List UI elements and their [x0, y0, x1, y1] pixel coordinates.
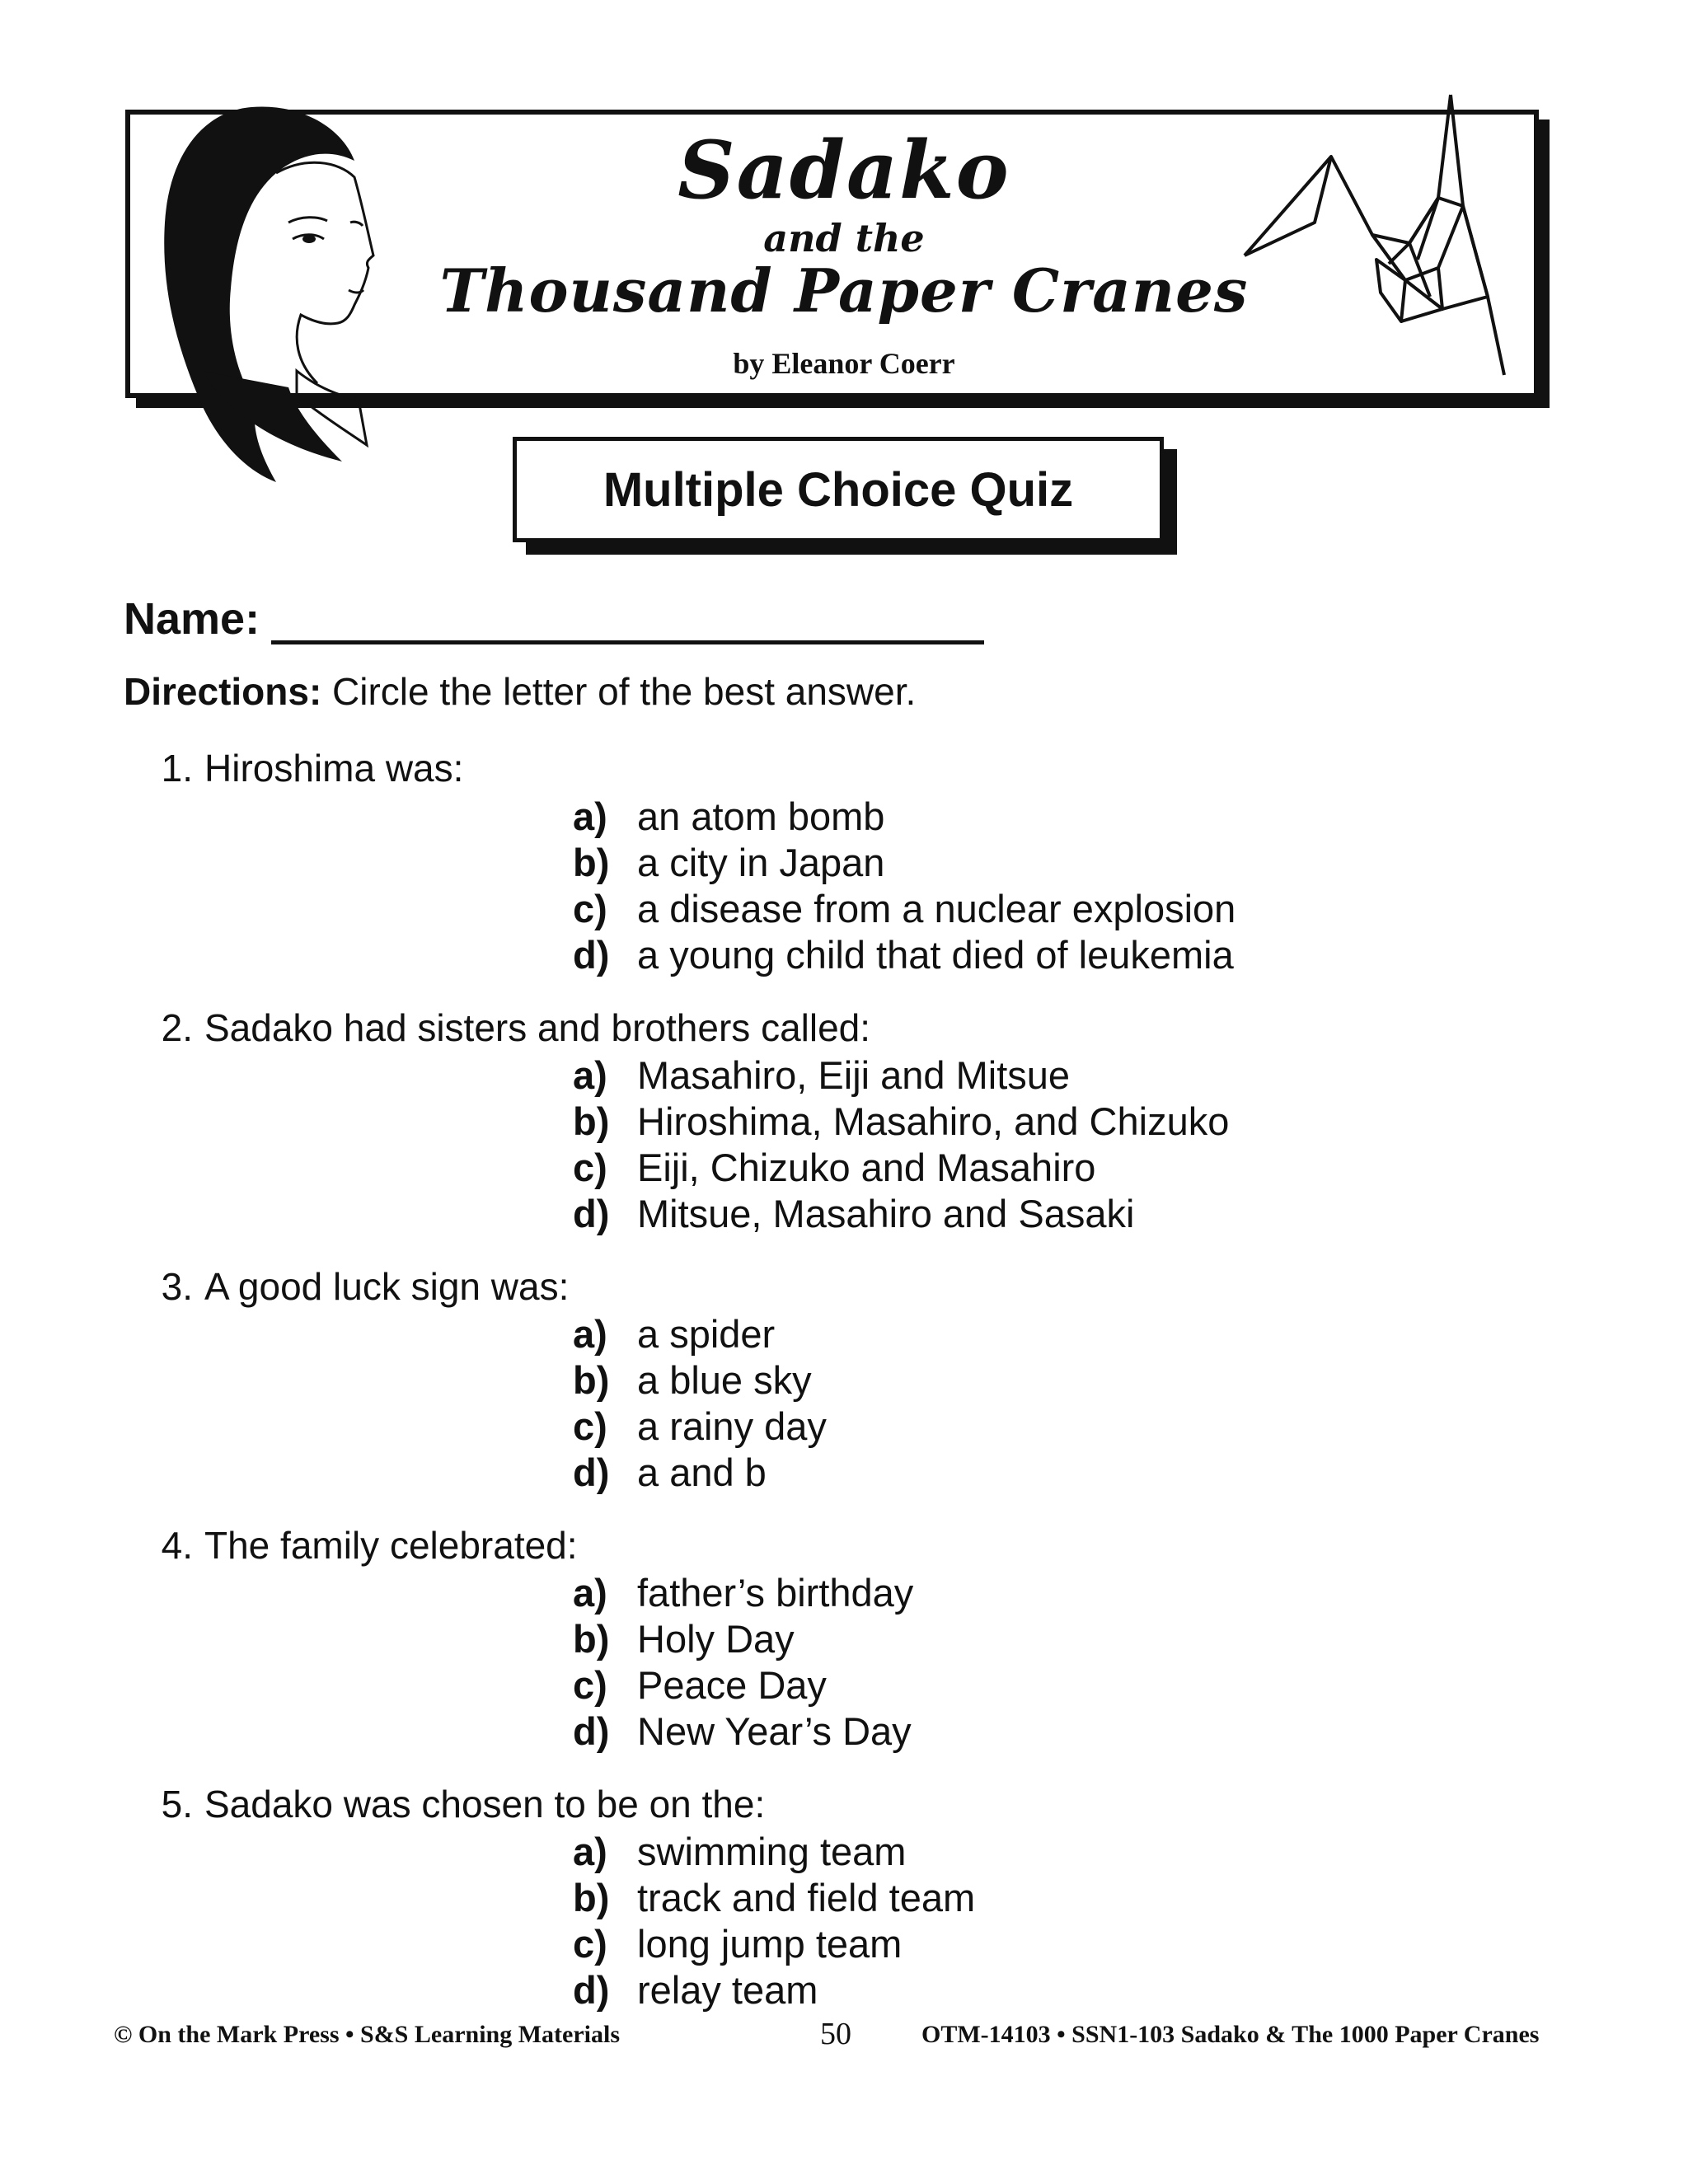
option-letter[interactable]: b): [573, 1876, 610, 1919]
option-1b[interactable]: [573, 840, 884, 885]
option-2d[interactable]: [573, 1191, 1134, 1236]
title-and-the: and the: [763, 216, 925, 260]
question-text: Hiroshima was:: [204, 747, 464, 790]
option-text: New Year’s Day: [637, 1709, 912, 1753]
option-letter[interactable]: c): [573, 1922, 607, 1966]
question-2: [132, 1005, 870, 1050]
option-letter[interactable]: a): [573, 794, 607, 838]
option-letter[interactable]: d): [573, 1451, 610, 1494]
option-4d[interactable]: [573, 1708, 912, 1754]
option-text: track and field team: [637, 1876, 976, 1919]
name-blank-line[interactable]: [271, 589, 984, 644]
option-1a[interactable]: [573, 794, 884, 839]
option-letter[interactable]: d): [573, 1968, 610, 2012]
footer-product-code: OTM-14103 • SSN1-103 Sadako & The 1000 Paper Cranes: [921, 2021, 1540, 2048]
name-row: [124, 587, 984, 644]
question-number: 5.: [161, 1783, 193, 1825]
option-letter[interactable]: c): [573, 1663, 607, 1707]
option-text: a rainy day: [637, 1404, 827, 1448]
footer-copyright: © On the Mark Press • S&S Learning Materials: [114, 2021, 620, 2048]
option-letter[interactable]: b): [573, 1617, 610, 1661]
option-letter[interactable]: c): [573, 1404, 607, 1448]
directions-text: Circle the letter of the best answer.: [332, 670, 917, 713]
option-letter[interactable]: b): [573, 1099, 610, 1143]
option-letter[interactable]: d): [573, 933, 610, 977]
option-3d[interactable]: [573, 1450, 767, 1495]
option-2b[interactable]: [573, 1099, 1229, 1144]
question-number: 2.: [161, 1006, 193, 1049]
option-text: Hiroshima, Masahiro, and Chizuko: [637, 1099, 1230, 1143]
question-number: 3.: [161, 1265, 193, 1308]
quiz-label: Multiple Choice Quiz: [603, 462, 1074, 517]
option-letter[interactable]: c): [573, 887, 607, 930]
option-text: Masahiro, Eiji and Mitsue: [637, 1053, 1071, 1097]
page-number: 50: [820, 2017, 851, 2051]
option-letter[interactable]: b): [573, 841, 610, 884]
option-text: Eiji, Chizuko and Masahiro: [637, 1146, 1096, 1189]
option-text: swimming team: [637, 1830, 907, 1873]
option-3b[interactable]: [573, 1357, 812, 1403]
option-letter[interactable]: d): [573, 1192, 610, 1235]
question-text: A good luck sign was:: [204, 1265, 570, 1308]
question-text: The family celebrated:: [204, 1524, 578, 1567]
option-3c[interactable]: [573, 1404, 827, 1449]
option-letter[interactable]: b): [573, 1358, 610, 1402]
title-sadako: Sadako: [678, 124, 1010, 217]
question-5: [132, 1782, 765, 1826]
paper-crane-icon: [1240, 91, 1521, 396]
option-text: Mitsue, Masahiro and Sasaki: [637, 1192, 1135, 1235]
question-text: Sadako was chosen to be on the:: [204, 1783, 766, 1825]
option-text: Holy Day: [637, 1617, 795, 1661]
option-letter[interactable]: a): [573, 1312, 607, 1356]
option-text: a young child that died of leukemia: [637, 933, 1234, 977]
option-letter[interactable]: c): [573, 1146, 607, 1189]
option-2a[interactable]: [573, 1052, 1070, 1098]
option-letter[interactable]: a): [573, 1830, 607, 1873]
question-number: 1.: [161, 747, 193, 790]
option-text: a disease from a nuclear explosion: [637, 887, 1236, 930]
option-text: relay team: [637, 1968, 818, 2012]
option-1d[interactable]: [573, 932, 1234, 977]
option-text: an atom bomb: [637, 794, 885, 838]
option-text: a spider: [637, 1312, 776, 1356]
option-5d[interactable]: [573, 1967, 818, 2013]
option-1c[interactable]: [573, 886, 1236, 931]
option-5c[interactable]: [573, 1921, 902, 1966]
option-2c[interactable]: [573, 1145, 1095, 1190]
question-1: [132, 746, 463, 790]
option-text: long jump team: [637, 1922, 903, 1966]
option-letter[interactable]: a): [573, 1571, 607, 1615]
name-label: Name:: [124, 594, 260, 644]
option-text: Peace Day: [637, 1663, 827, 1707]
option-4a[interactable]: [573, 1570, 913, 1615]
question-text: Sadako had sisters and brothers called:: [204, 1006, 871, 1049]
title-thousand-paper-cranes: Thousand Paper Cranes: [439, 255, 1249, 326]
option-5a[interactable]: [573, 1829, 906, 1874]
option-text: a blue sky: [637, 1358, 812, 1402]
option-text: a city in Japan: [637, 841, 885, 884]
option-4b[interactable]: [573, 1616, 795, 1661]
directions: [124, 669, 916, 714]
byline: by Eleanor Coerr: [733, 347, 955, 380]
directions-label: Directions:: [124, 670, 322, 713]
option-4c[interactable]: [573, 1662, 827, 1708]
question-3: [132, 1264, 569, 1309]
option-text: father’s birthday: [637, 1571, 914, 1615]
question-4: [132, 1523, 578, 1568]
option-letter[interactable]: d): [573, 1709, 610, 1753]
quiz-label-box: [513, 437, 1164, 542]
option-5b[interactable]: [573, 1875, 975, 1920]
question-number: 4.: [161, 1524, 193, 1567]
option-letter[interactable]: a): [573, 1053, 607, 1097]
option-text: a and b: [637, 1451, 767, 1494]
option-3a[interactable]: [573, 1311, 775, 1357]
